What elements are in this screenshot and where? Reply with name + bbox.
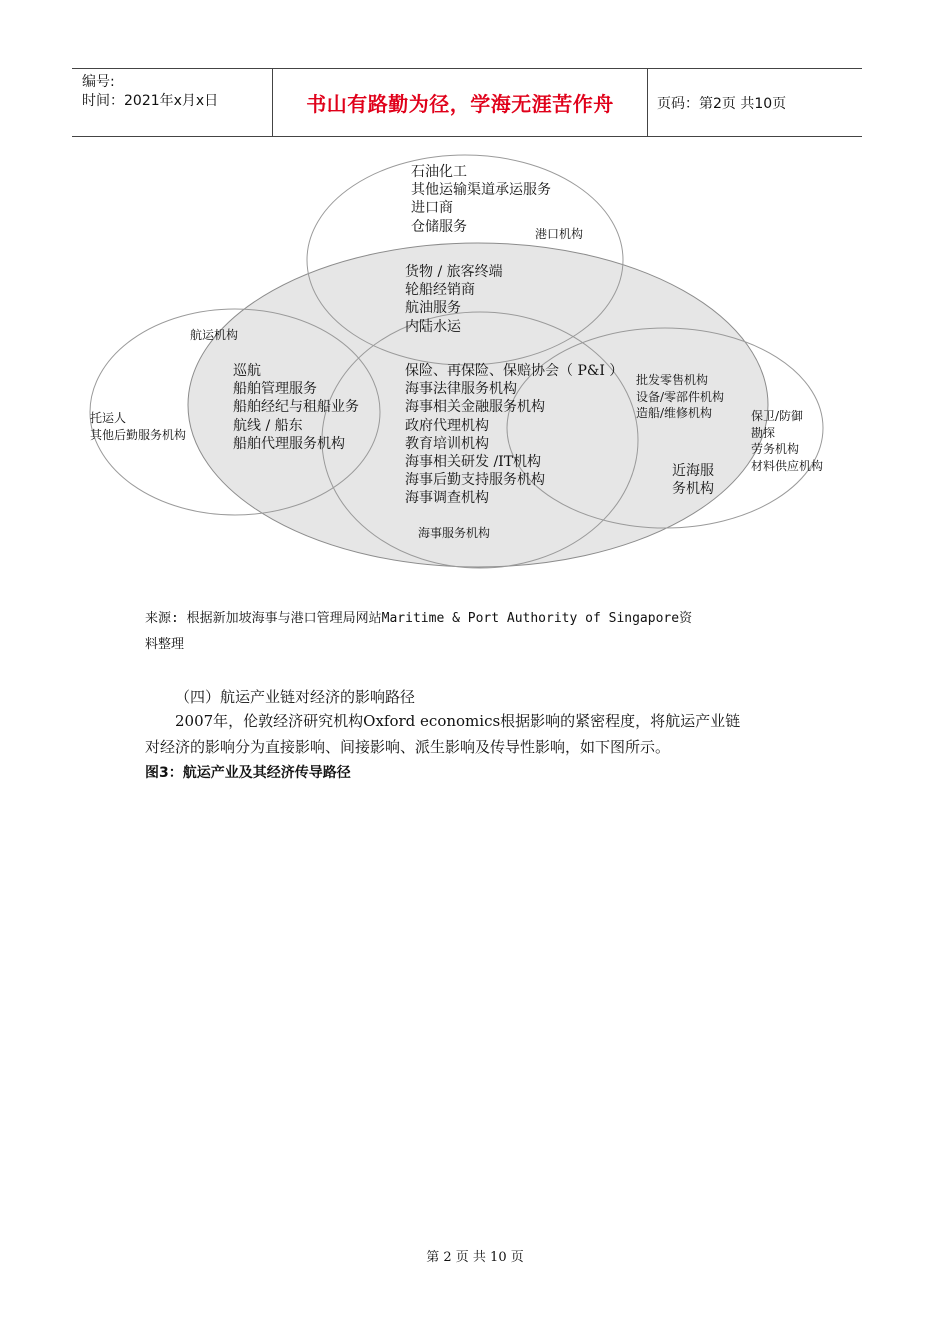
list-item: 其他后勤服务机构 — [90, 427, 187, 442]
header-page-label: 页码：第2页 共10页 — [657, 96, 787, 112]
section-heading: （四）航运产业链对经济的影响路径 — [175, 688, 416, 706]
port-group-label: 港口机构 — [535, 227, 584, 241]
list-item: 内陆水运 — [405, 318, 461, 335]
list-item: 保险、再保险、保赔协会（ P&I ） — [405, 363, 624, 379]
maritime-items — [405, 362, 623, 508]
body-text-line: 对经济的影响分为直接影响、间接影响、派生影响及传导性影响，如下图所示。 — [145, 738, 671, 756]
list-item: 航线 / 船东 — [233, 417, 303, 434]
list-item: 批发零售机构 — [636, 373, 709, 387]
core-items — [405, 263, 503, 336]
list-item: 海事调查机构 — [405, 490, 489, 507]
list-item: 海事后勤支持服务机构 — [405, 472, 545, 489]
list-item: 海事相关金融服务机构 — [405, 399, 545, 416]
header-divider — [647, 69, 648, 136]
list-item: 海事法律服务机构 — [405, 381, 517, 398]
header-motto: 书山有路勤为径，学海无涯苦作舟 — [306, 92, 614, 116]
list-item: 轮船经销商 — [405, 282, 475, 299]
figure-caption: 图3：航运产业及其经济传导路径 — [145, 765, 351, 781]
page-footer: 第 2 页 共 10 页 — [426, 1250, 524, 1265]
list-item: 进口商 — [411, 200, 453, 217]
list-item: 材料供应机构 — [751, 458, 824, 473]
source-note — [145, 606, 805, 658]
header-meta — [82, 73, 218, 111]
document-number-label: 编号: — [82, 74, 115, 90]
list-item: 船舶管理服务 — [233, 381, 317, 398]
shipper-items — [90, 410, 186, 443]
list-item: 保卫/防御 — [751, 409, 804, 423]
list-item: 船舶代理服务机构 — [233, 435, 345, 452]
security-items — [751, 408, 823, 474]
list-item: 巡航 — [233, 363, 261, 379]
list-item: 海事相关研发 /IT机构 — [405, 454, 542, 471]
page-header — [72, 68, 862, 137]
body-text-line: 2007年，伦敦经济研究机构Oxford economics根据影响的紧密程度，将航运产业链 — [175, 712, 741, 730]
list-item: 仓储服务 — [411, 218, 467, 235]
list-item: 勘探 — [751, 425, 776, 440]
list-item: 政府代理机构 — [405, 417, 489, 434]
list-item: 教育培训机构 — [405, 435, 489, 452]
label-line: 近海服 — [672, 463, 714, 479]
list-item: 船舶经纪与租船业务 — [233, 399, 359, 416]
list-item: 设备/零部件机构 — [636, 389, 725, 404]
list-item: 石油化工 — [411, 164, 467, 180]
list-item: 托运人 — [90, 411, 127, 425]
maritime-group-label: 海事服务机构 — [418, 526, 491, 540]
list-item: 造船/维修机构 — [636, 406, 713, 420]
offshore-group-label — [672, 462, 714, 498]
list-item: 货物 / 旅客终端 — [405, 264, 503, 280]
label-line: 务机构 — [672, 481, 714, 498]
list-item: 其他运输渠道承运服务 — [411, 182, 551, 199]
document-time-label: 时间：2021年x月x日 — [82, 93, 219, 109]
list-item: 劳务机构 — [751, 442, 800, 456]
wholesale-items — [636, 372, 724, 422]
source-note-line: 料整理 — [145, 637, 185, 652]
source-note-line: 来源: 根据新加坡海事与港口管理局网站Maritime & Port Authority of Singapore资 — [145, 611, 693, 626]
shipping-cluster-diagram — [0, 140, 950, 580]
shipping-group-label: 航运机构 — [190, 328, 239, 342]
port-items — [411, 163, 551, 236]
shipping-items — [233, 362, 359, 453]
list-item: 航油服务 — [405, 300, 461, 317]
